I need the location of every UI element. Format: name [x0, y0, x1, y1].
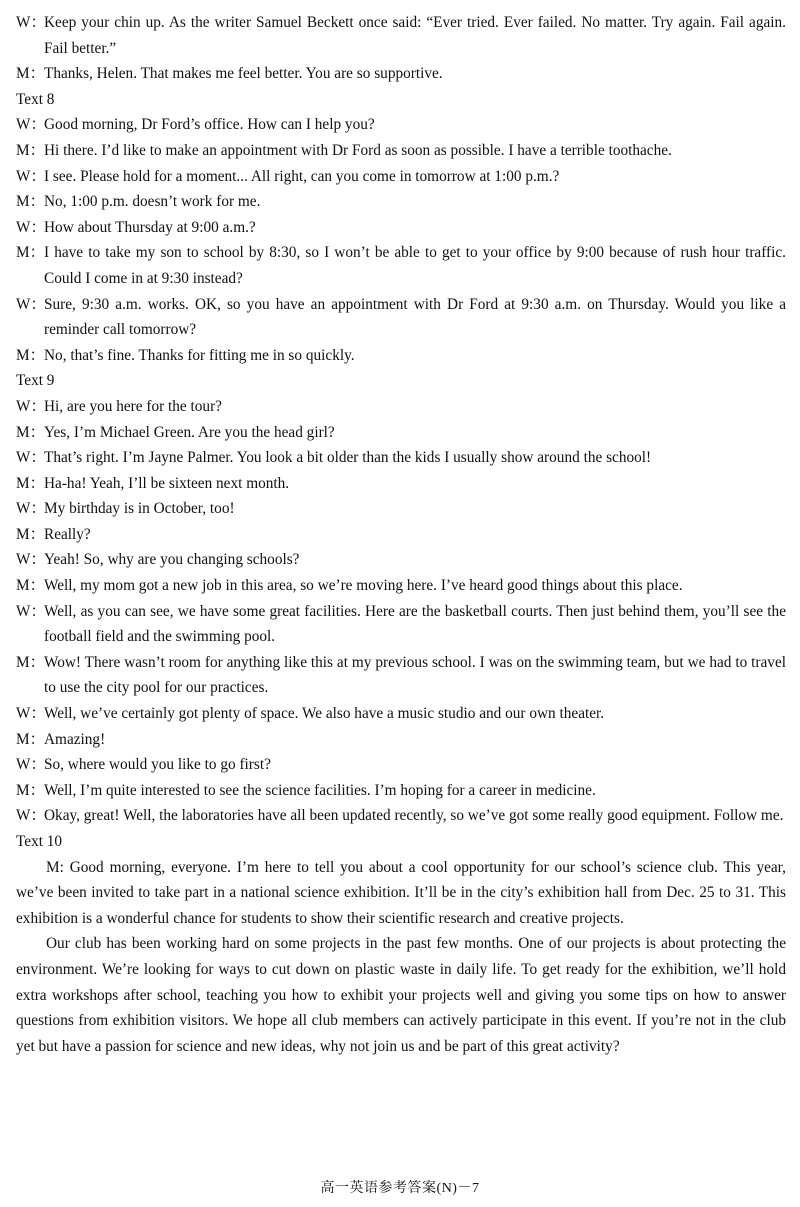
speaker-label: W：: [16, 116, 46, 134]
dialogue-turn: [16, 164, 786, 190]
dialogue-turn: [16, 547, 786, 573]
dialogue-turn: [16, 112, 786, 138]
speaker-label: M：: [16, 193, 45, 211]
dialogue-turn: [16, 420, 786, 446]
dialogue-text: Yes, I’m Michael Green. Are you the head girl?: [44, 423, 335, 441]
speaker-label: W：: [16, 397, 46, 415]
dialogue-text: Well, as you can see, we have some great facilities. Here are the basketball courts. Then just behind them, you’ll see the football field and the swimming pool.: [44, 602, 786, 646]
dialogue-turn: [16, 599, 786, 650]
speaker-label: W：: [16, 218, 46, 236]
speaker-label: W：: [16, 295, 46, 313]
section-heading: Text 9: [16, 372, 55, 390]
speaker-label: M：: [16, 525, 45, 543]
dialogue-text: Hi there. I’d like to make an appointment with Dr Ford as soon as possible. I have a terrible toothache.: [44, 141, 672, 159]
document-body: [16, 10, 786, 1059]
dialogue-text: Okay, great! Well, the laboratories have all been updated recently, so we’ve got some really good equipment. Follow me.: [44, 807, 784, 825]
speaker-label: W：: [16, 14, 46, 31]
dialogue-text: Wow! There wasn’t room for anything like this at my previous school. I was on the swimming team, but we had to travel to use the city pool for our practices.: [44, 653, 786, 697]
dialogue-text: Well, I’m quite interested to see the science facilities. I’m hoping for a career in medicine.: [44, 781, 596, 799]
dialogue-text: Yeah! So, why are you changing schools?: [44, 551, 300, 569]
dialogue-turn: [16, 701, 786, 727]
dialogue-turn: [16, 189, 786, 215]
speaker-label: M：: [16, 65, 45, 83]
dialogue-text: My birthday is in October, too!: [44, 500, 235, 518]
dialogue-text: I have to take my son to school by 8:30, so I won’t be able to get to your office by 9:00 because of rush hour traffic. Could I come in at 9:30 instead?: [44, 244, 786, 287]
dialogue-text: Amazing!: [44, 730, 106, 748]
speaker-label: W：: [16, 705, 46, 723]
dialogue-text: Good morning, Dr Ford’s office. How can I help you?: [44, 116, 375, 134]
dialogue-text: I see. Please hold for a moment... All right, can you come in tomorrow at 1:00 p.m.?: [44, 167, 560, 185]
dialogue-turn: [16, 292, 786, 343]
dialogue-text: Ha-ha! Yeah, I’ll be sixteen next month.: [44, 474, 290, 492]
dialogue-turn: [16, 727, 786, 753]
speaker-label: W：: [16, 500, 46, 518]
speaker-label: W：: [16, 807, 46, 825]
dialogue-text: Really?: [44, 525, 91, 543]
dialogue-turn: [16, 215, 786, 241]
dialogue-turn: [16, 496, 786, 522]
dialogue-turn: [16, 240, 786, 291]
speaker-label: M：: [16, 423, 45, 441]
dialogue-turn: [16, 394, 786, 420]
speaker-label: W：: [16, 551, 46, 569]
page-footer: 高一英语参考答案(N)－7: [320, 1181, 480, 1196]
dialogue-turn: [16, 10, 786, 61]
speaker-label: W：: [16, 602, 46, 620]
paragraph: M: Good morning, everyone. I’m here to tell you about a cool opportunity for our school’s science club. This year, we’ve been invited to take part in a national science exhibition. It’ll be in the city’s exhibition hall from Dec. 25 to 31. This exhibition is a wonderful chance for students to show their scientific research and creative projects.: [16, 858, 786, 927]
dialogue-turn: [16, 522, 786, 548]
speaker-label: M：: [16, 730, 45, 748]
dialogue-text: Sure, 9:30 a.m. works. OK, so you have an appointment with Dr Ford at 9:30 a.m. on Thursday. Would you like a reminder call tomorrow?: [44, 295, 786, 339]
dialogue-turn: [16, 803, 786, 829]
dialogue-text: Well, my mom got a new job in this area, so we’re moving here. I’ve heard good things about this place.: [44, 577, 683, 595]
speaker-label: M：: [16, 244, 45, 262]
dialogue-turn: [16, 138, 786, 164]
section-heading: Text 8: [16, 90, 55, 108]
dialogue-text: Well, we’ve certainly got plenty of space. We also have a music studio and our own theater.: [44, 705, 605, 723]
dialogue-turn: [16, 752, 786, 778]
speaker-label: W：: [16, 756, 46, 774]
speaker-label: M：: [16, 474, 45, 492]
dialogue-text: Thanks, Helen. That makes me feel better. You are so supportive.: [44, 65, 443, 83]
speaker-label: M：: [16, 653, 45, 671]
speaker-label: W：: [16, 449, 46, 467]
dialogue-text: So, where would you like to go first?: [44, 756, 271, 774]
dialogue-text: No, 1:00 p.m. doesn’t work for me.: [44, 193, 261, 211]
dialogue-turn: [16, 471, 786, 497]
dialogue-turn: [16, 445, 786, 471]
speaker-label: M：: [16, 346, 45, 364]
section-heading: Text 10: [16, 833, 63, 850]
dialogue-turn: [16, 778, 786, 804]
speaker-label: M：: [16, 781, 45, 799]
dialogue-turn: [16, 650, 786, 701]
speaker-label: M：: [16, 577, 45, 595]
dialogue-text: No, that’s fine. Thanks for fitting me in so quickly.: [44, 346, 355, 364]
dialogue-text: How about Thursday at 9:00 a.m.?: [44, 218, 256, 236]
dialogue-turn: [16, 343, 786, 369]
dialogue-text: That’s right. I’m Jayne Palmer. You look a bit older than the kids I usually show around the school!: [44, 449, 652, 467]
dialogue-turn: [16, 573, 786, 599]
dialogue-turn: [16, 61, 786, 87]
paragraph: Our club has been working hard on some projects in the past few months. One of our projects is about protecting the environment. We’re looking for ways to cut down on plastic waste in daily life. To get ready for the exhibition, we’ll hold extra workshops after school, teaching you how to exhibit your projects well and giving you some tips on how to answer questions from exhibition visitors. We hope all club members can actively participate in this event. If you’re not in the club yet but have a passion for science and new ideas, why not join us and be part of this great activity?: [16, 935, 786, 1055]
dialogue-text: Hi, are you here for the tour?: [44, 397, 222, 415]
speaker-label: M：: [16, 141, 45, 159]
dialogue-text: Keep your chin up. As the writer Samuel Beckett once said: “Ever tried. Ever failed. No matter. Try again. Fail again. Fail better.”: [44, 14, 786, 57]
speaker-label: W：: [16, 167, 46, 185]
